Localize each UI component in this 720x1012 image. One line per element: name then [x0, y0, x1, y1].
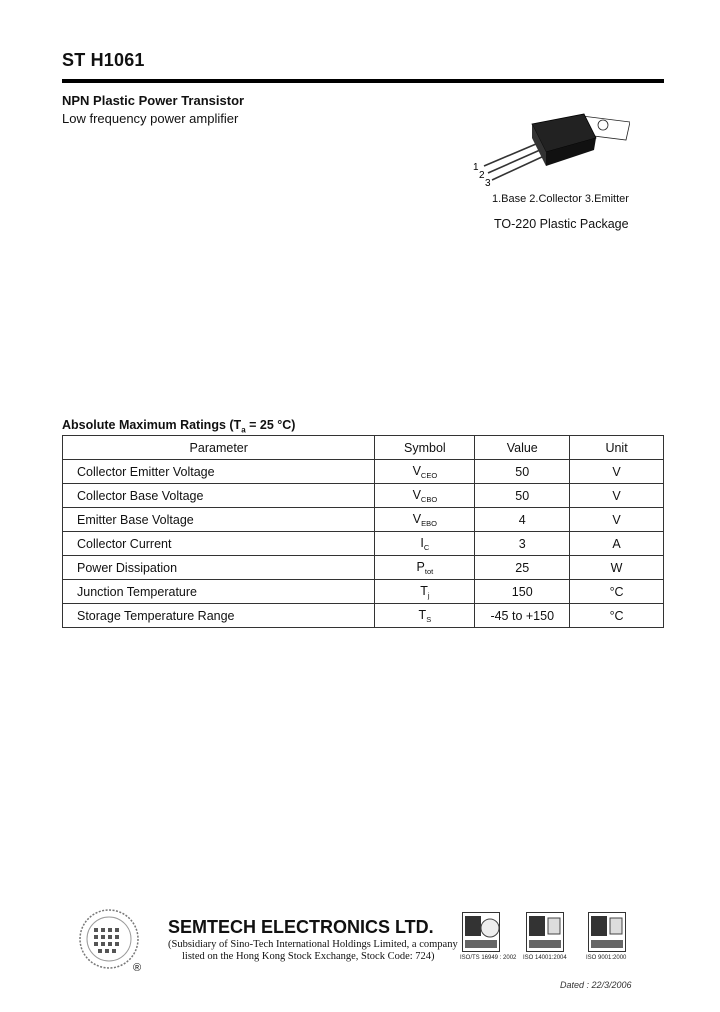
product-subtitle: NPN Plastic Power Transistor [62, 93, 245, 108]
symbol-main: I [420, 535, 424, 550]
table-header-row [63, 436, 664, 460]
parameter-cell: Collector Base Voltage [63, 484, 375, 508]
to220-package-icon [470, 108, 630, 188]
unit-cell: °C [570, 604, 664, 628]
column-header: Symbol [375, 436, 475, 460]
ratings-heading-sub: a [241, 425, 246, 435]
symbol-main: P [416, 559, 425, 574]
symbol-sub: CBO [420, 494, 438, 504]
symbol-cell [375, 532, 475, 556]
semtech-logo-icon [78, 908, 140, 970]
unit-cell: V [570, 484, 664, 508]
company-name: SEMTECH ELECTRONICS LTD. [168, 917, 434, 937]
title-rule [62, 79, 664, 83]
table-row [63, 508, 664, 532]
unit-cell: W [570, 556, 664, 580]
value-cell: 25 [475, 556, 570, 580]
unit-cell: V [570, 508, 664, 532]
pin-number: 3 [485, 178, 491, 188]
table-row [63, 604, 664, 628]
symbol-cell [375, 580, 475, 604]
symbol-cell [375, 508, 475, 532]
table-row [63, 580, 664, 604]
parameter-cell: Power Dissipation [63, 556, 375, 580]
parameter-cell: Storage Temperature Range [63, 604, 375, 628]
symbol-main: V [412, 463, 421, 478]
ratings-heading-suffix: = 25 °C) [245, 418, 296, 432]
table-row [63, 556, 664, 580]
registered-mark: ® [133, 962, 142, 974]
table-row [63, 460, 664, 484]
unit-cell: °C [570, 580, 664, 604]
symbol-cell [375, 604, 475, 628]
table-row [63, 484, 664, 508]
pin-number: 2 [479, 170, 485, 181]
symbol-main: V [412, 487, 421, 502]
dated-label: Dated : 22/3/2006 [560, 980, 632, 990]
ratings-heading-prefix: Absolute Maximum Ratings (T [62, 418, 242, 432]
unit-cell: A [570, 532, 664, 556]
value-cell: 4 [475, 508, 570, 532]
parameter-cell: Junction Temperature [63, 580, 375, 604]
cert-caption: ISO 14001:2004 [523, 955, 567, 961]
value-cell: 50 [475, 460, 570, 484]
column-header: Unit [570, 436, 664, 460]
value-cell: 3 [475, 532, 570, 556]
value-cell: -45 to +150 [475, 604, 570, 628]
symbol-main: T [418, 607, 427, 622]
unit-cell: V [570, 460, 664, 484]
symbol-sub: tot [424, 566, 434, 576]
value-cell: 150 [475, 580, 570, 604]
parameter-cell: Collector Current [63, 532, 375, 556]
cert-caption: ISO 9001:2000 [586, 955, 627, 961]
pin-number: 1 [473, 162, 479, 173]
parameter-cell: Collector Emitter Voltage [63, 460, 375, 484]
value-cell: 50 [475, 484, 570, 508]
cert-caption: ISO/TS 16949 : 2002 [460, 955, 517, 961]
pin-caption: 1.Base 2.Collector 3.Emitter [492, 193, 629, 205]
subsidiary-note: listed on the Hong Kong Stock Exchange, Stock Code: 724) [182, 951, 435, 962]
symbol-cell [375, 556, 475, 580]
symbol-sub: EBO [421, 518, 437, 528]
symbol-sub: j [427, 590, 430, 600]
certification-badge-icon [526, 912, 564, 952]
product-description: Low frequency power amplifier [62, 111, 239, 126]
table-row [63, 532, 664, 556]
column-header: Value [475, 436, 570, 460]
symbol-cell [375, 460, 475, 484]
symbol-cell [375, 484, 475, 508]
symbol-main: V [412, 511, 422, 526]
symbol-sub: C [423, 542, 430, 552]
symbol-sub: S [426, 614, 432, 624]
subsidiary-note: (Subsidiary of Sino-Tech International Holdings Limited, a company [168, 939, 458, 950]
page-title: ST H1061 [62, 50, 145, 70]
symbol-main: T [420, 583, 428, 598]
ratings-table [62, 435, 664, 628]
parameter-cell: Emitter Base Voltage [63, 508, 375, 532]
column-header: Parameter [63, 436, 375, 460]
ratings-heading [62, 418, 295, 435]
package-caption: TO-220 Plastic Package [494, 217, 629, 231]
symbol-sub: CEO [420, 470, 438, 480]
certification-badge-icon [588, 912, 626, 952]
certification-badge-icon [462, 912, 500, 952]
